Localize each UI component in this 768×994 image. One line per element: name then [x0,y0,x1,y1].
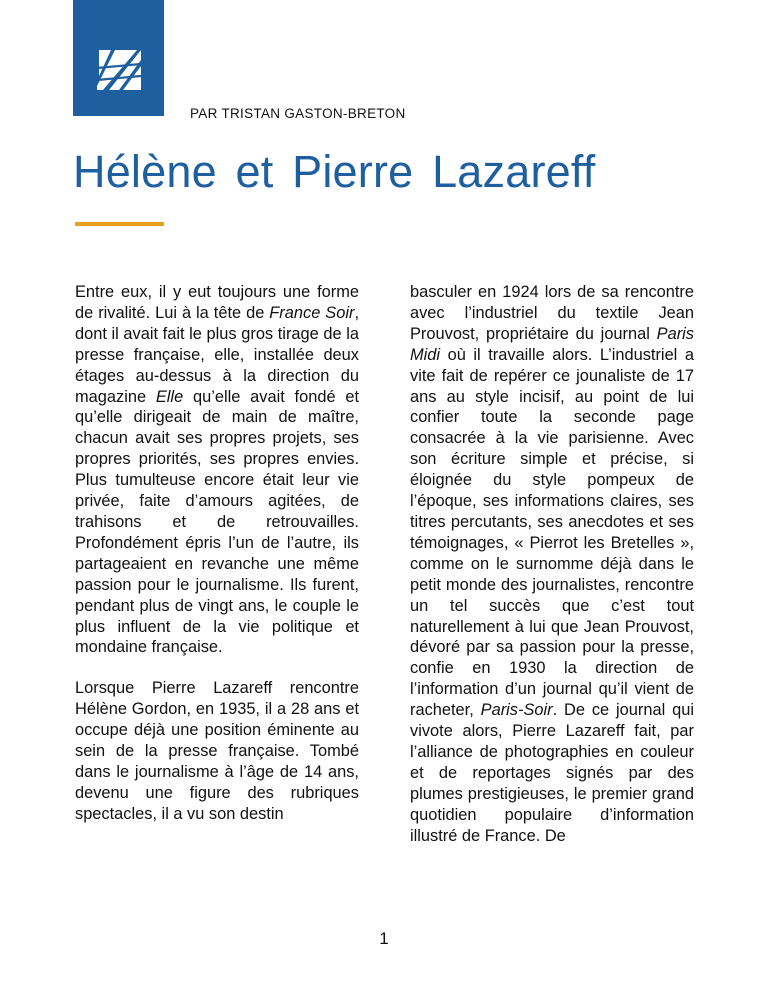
paragraph [410,282,694,846]
paragraph [75,282,359,658]
publication-name: Paris Midi [410,324,694,364]
publication-name: Paris-Soir [480,701,553,720]
publisher-logo-icon [93,46,145,92]
accent-divider [75,222,164,226]
text-run: où il travaille alors. L’industriel a vite fait de repérer ce jounaliste de 17 ans au style incisif, au point de lui confier toute la seconde page consacrée à la vie parisienne. Avec son écriture simple et précise, si éloignée du style pompeux de l’époque, ses informations claires, ses titres percutants, ses anecdotes et ses témoignages, « Pierrot les Bretelles », comme on le surnomme déjà dans le petit monde des journalistes, rencontre un tel succès que c’est tout naturellement à lui que Jean Prouvost, dévoré par sa passion pour la presse, confie en 1930 la direction de l’information d’un journal qu’il vient de racheter, [410,345,694,720]
text-run: Lorsque Pierre Lazareff rencontre Hélène Gordon, en 1935, il a 28 ans et occupe déjà une position éminente au sein de la presse française. Tombé dans le journalisme à l’âge de 14 ans, devenu une figure des rubriques spectacles, il a vu son destin [75,679,359,823]
paragraph [75,678,359,824]
text-run: , dont il avait fait le plus gros tirage de la presse française, elle, installée deux étages au-dessus à la direction du magazine [75,303,359,406]
publisher-logo [73,0,164,116]
text-run: basculer en 1924 lors de sa rencontre avec l’industriel du textile Jean Prouvost, propriétaire du journal [410,283,694,343]
text-column-left [75,282,359,825]
text-run: Entre eux, il y eut toujours une forme de rivalité. Lui à la tête de [75,283,359,322]
text-column-right [410,282,694,846]
byline: PAR TRISTAN GASTON-BRETON [190,106,406,121]
publication-name: Elle [155,387,184,406]
publication-name: France Soir [269,303,355,322]
article-title: Hélène et Pierre Lazareff [73,146,596,197]
page-number: 1 [379,929,389,948]
text-run: qu’elle avait fondé et qu’elle dirigeait de main de maître, chacun avait ses propres projets, ses propres priorités, ses propres envies. Plus tumulteuse encore était leur vie privée, faite d’amours agitées, de trahisons et de retrouvailles. Profondément épris l’un de l’autre, ils partageaient en revanche une même passion pour le journalisme. Ils furent, pendant plus de vingt ans, le couple le plus influent de la vie politique et mondaine française. [75,387,360,657]
text-run: . De ce journal qui vivote alors, Pierre Lazareff fait, par l’alliance de photographies en couleur et de reportages signés par des plumes prestigieuses, le premier grand quotidien populaire d’information illustré de France. De [410,701,694,845]
